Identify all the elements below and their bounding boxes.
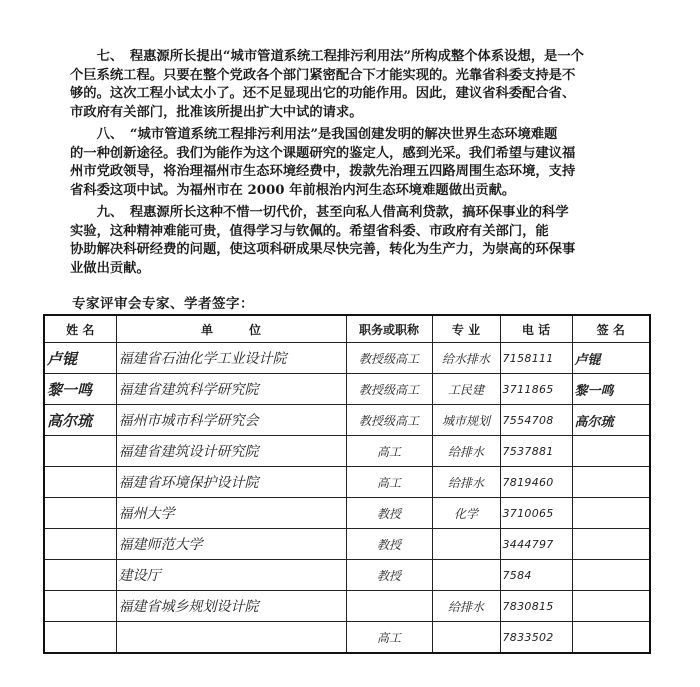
table-row — [44, 498, 650, 529]
cell-unit: 福州大学 — [116, 498, 346, 529]
cell-name: 黎一鸣 — [44, 374, 116, 405]
signature-caption: 专家评审会专家、学者签字： — [72, 296, 254, 312]
cell-major — [432, 560, 500, 591]
cell-title: 高工 — [346, 622, 432, 654]
cell-signature — [572, 436, 650, 467]
paragraph-nine — [70, 204, 650, 278]
cell-name: 高尔琉 — [44, 405, 116, 436]
cell-title: 教授级高工 — [346, 343, 432, 374]
table-row — [44, 436, 650, 467]
cell-unit: 福州市城市科学研究会 — [116, 405, 346, 436]
cell-major: 给排水 — [432, 591, 500, 622]
cell-signature: 卢锟 — [572, 343, 650, 374]
cell-phone: 3711865 — [500, 374, 572, 405]
cell-title: 教授级高工 — [346, 405, 432, 436]
table-row — [44, 374, 650, 405]
table-row — [44, 405, 650, 436]
cell-unit: 福建省城乡规划设计院 — [116, 591, 346, 622]
cell-phone: 3444797 — [500, 529, 572, 560]
text-line: 实验，这种精神难能可贵，值得学习与钦佩的。希望省科委、市政府有关部门，能 — [70, 223, 549, 239]
cell-phone: 7819460 — [500, 467, 572, 498]
cell-name — [44, 467, 116, 498]
text-line: 八、 “城市管道系统工程排污利用法”是我国创建发明的解决世界生态环境难题 — [70, 127, 558, 142]
cell-unit: 建设厅 — [116, 560, 346, 591]
cell-phone: 7584 — [500, 560, 572, 591]
text-line: 七、 程惠源所长提出“城市管道系统工程排污利用法”所构成整个体系设想，是一个 — [70, 49, 584, 64]
cell-unit — [116, 622, 346, 654]
header-name: 姓 名 — [44, 315, 116, 343]
cell-name: 卢锟 — [44, 343, 116, 374]
text-line: 州市党政领导，将治理福州市生态环境经费中，拨款先治理五四路周围生态环境，支持 — [70, 164, 576, 180]
cell-phone: 7554708 — [500, 405, 572, 436]
cell-title: 教授级高工 — [346, 374, 432, 405]
paragraph-seven — [70, 48, 650, 122]
cell-major: 给排水 — [432, 467, 500, 498]
text-line: 九、 程惠源所长这种不惜一切代价，甚至向私人借高利贷款，搞环保事业的科学 — [70, 205, 569, 220]
cell-title: 教授 — [346, 529, 432, 560]
cell-phone: 7830815 — [500, 591, 572, 622]
cell-name — [44, 529, 116, 560]
header-phone: 电 话 — [500, 315, 572, 343]
cell-major: 工民建 — [432, 374, 500, 405]
text-line: 业做出贡献。 — [70, 260, 150, 276]
cell-phone: 7537881 — [500, 436, 572, 467]
header-unit: 单 位 — [116, 315, 346, 343]
text-line: 协助解决科研经费的问题，使这项科研成果尽快完善，转化为生产力，为崇高的环保事 — [70, 242, 576, 258]
cell-signature: 高尔琉 — [572, 405, 650, 436]
cell-name — [44, 560, 116, 591]
text-line: 省科委这项中试。为福州市在 2000 年前根治内河生态环境难题做出贡献。 — [70, 182, 516, 198]
table-row — [44, 591, 650, 622]
cell-signature — [572, 498, 650, 529]
cell-name — [44, 591, 116, 622]
cell-title: 高工 — [346, 436, 432, 467]
cell-major: 城市规划 — [432, 405, 500, 436]
cell-major: 给排水 — [432, 436, 500, 467]
table-row — [44, 622, 650, 654]
cell-phone: 3710065 — [500, 498, 572, 529]
cell-title: 高工 — [346, 467, 432, 498]
cell-name — [44, 622, 116, 654]
cell-signature — [572, 529, 650, 560]
table-header-row — [44, 315, 650, 343]
cell-signature — [572, 467, 650, 498]
paragraph-eight — [70, 126, 650, 200]
text-line: 的一种创新途径。我们为能作为这个课题研究的鉴定人，感到光采。我们希望与建议福 — [70, 145, 576, 161]
text-line: 市政府有关部门，批准该所提出扩大中试的请求。 — [70, 104, 363, 120]
cell-major — [432, 622, 500, 654]
cell-major: 化学 — [432, 498, 500, 529]
cell-signature — [572, 591, 650, 622]
header-major: 专 业 — [432, 315, 500, 343]
cell-signature — [572, 560, 650, 591]
table-row — [44, 529, 650, 560]
table-row — [44, 343, 650, 374]
cell-title: 教授 — [346, 498, 432, 529]
cell-unit: 福建省建筑科学研究院 — [116, 374, 346, 405]
cell-name — [44, 498, 116, 529]
cell-title — [346, 591, 432, 622]
signature-table — [43, 314, 651, 654]
header-title: 职务或职称 — [346, 315, 432, 343]
cell-phone: 7833502 — [500, 622, 572, 654]
cell-major: 给水排水 — [432, 343, 500, 374]
cell-signature: 黎一鸣 — [572, 374, 650, 405]
cell-major — [432, 529, 500, 560]
cell-name — [44, 436, 116, 467]
cell-unit: 福建省建筑设计研究院 — [116, 436, 346, 467]
table-row — [44, 467, 650, 498]
cell-signature — [572, 622, 650, 654]
table-row — [44, 560, 650, 591]
text-line: 够的。这次工程小试太小了。还不足显现出它的功能作用。因此，建议省科委配合省、 — [70, 86, 576, 102]
cell-title: 教授 — [346, 560, 432, 591]
cell-unit: 福建省环境保护设计院 — [116, 467, 346, 498]
text-line: 个巨系统工程。只要在整个党政各个部门紧密配合下才能实现的。光靠省科委支持是不 — [70, 67, 576, 83]
cell-phone: 7158111 — [500, 343, 572, 374]
cell-unit: 福建师范大学 — [116, 529, 346, 560]
cell-unit: 福建省石油化学工业设计院 — [116, 343, 346, 374]
header-signature: 签 名 — [572, 315, 650, 343]
